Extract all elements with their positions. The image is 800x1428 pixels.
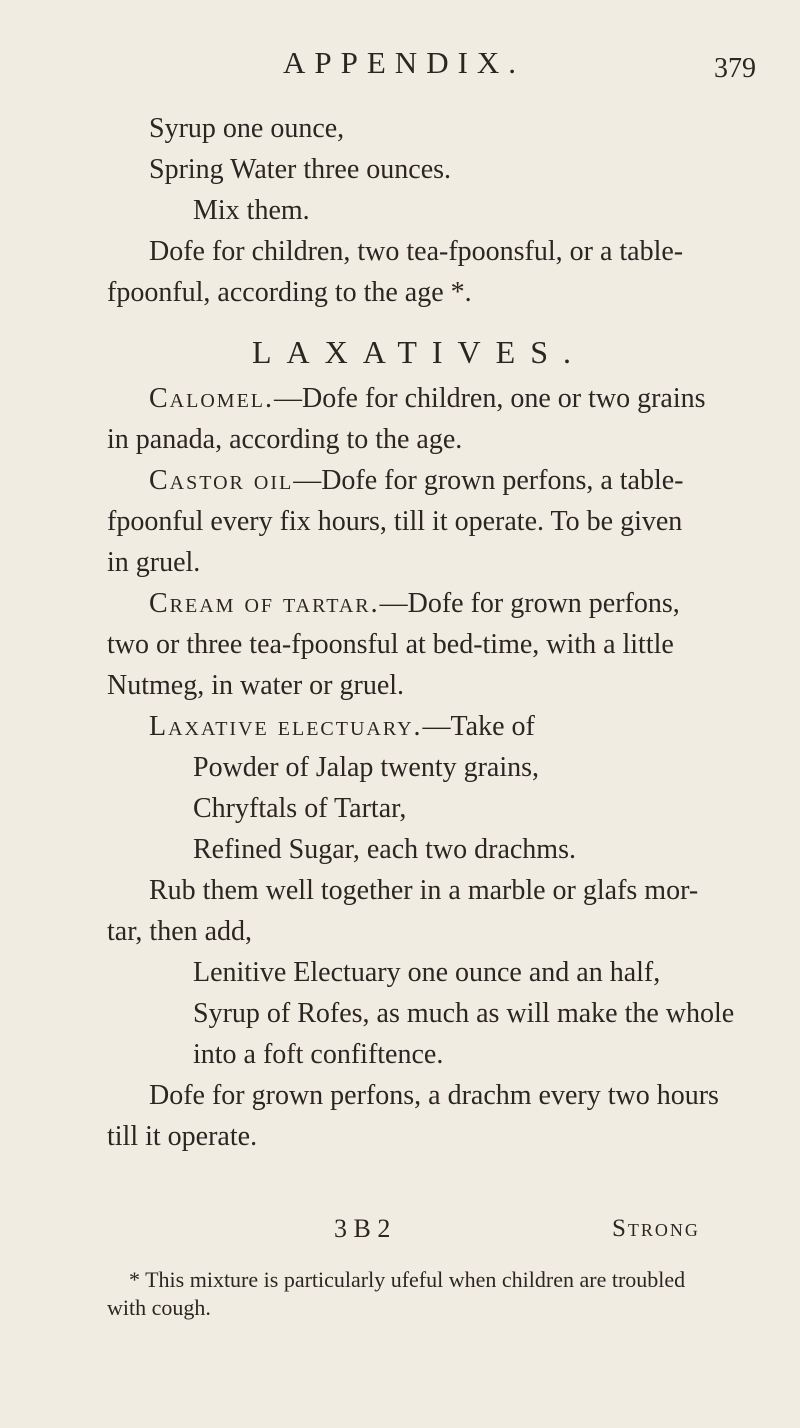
signature-mark: 3 B 2 — [334, 1214, 391, 1243]
entry-calomel: Calomel.—Dofe for children, one or two grains — [149, 383, 706, 414]
body-line: Syrup one ounce, — [149, 113, 345, 144]
footnote-line: with cough. — [107, 1295, 211, 1320]
section-title: LAXATIVES. — [252, 334, 586, 370]
body-line: Lenitive Electuary one ounce and an half, — [193, 957, 661, 988]
entry-heading: Calomel. — [149, 383, 274, 414]
body-line: two or three tea-fpoonsful at bed-time, with a little — [107, 629, 674, 660]
body-line: Chryftals of Tartar, — [193, 793, 407, 824]
catchword: Strong — [612, 1215, 700, 1242]
body-line: Mix them. — [193, 195, 310, 226]
body-line: fpoonful every fix hours, till it operate. To be given — [107, 506, 683, 537]
entry-cream-of-tartar: Cream of tartar.—Dofe for grown perfons, — [149, 588, 680, 619]
body-line: Syrup of Rofes, as much as will make the whole — [193, 998, 735, 1029]
body-line: tar, then add, — [107, 916, 253, 947]
body-line: Nutmeg, in water or gruel. — [107, 670, 405, 701]
body-line: Rub them well together in a marble or glafs mor- — [149, 875, 699, 906]
body-line: Dofe for grown perfons, a drachm every two hours — [149, 1080, 719, 1111]
entry-laxative-electuary: Laxative electuary.—Take of — [149, 711, 535, 742]
page-number: 379 — [714, 53, 756, 84]
body-line: Dofe for children, two tea-fpoonsful, or a table- — [149, 236, 684, 267]
body-line: Spring Water three ounces. — [149, 154, 452, 185]
body-line: Refined Sugar, each two drachms. — [193, 834, 576, 865]
body-line: till it operate. — [107, 1121, 258, 1152]
entry-heading: Cream of tartar. — [149, 588, 380, 619]
body-line: Powder of Jalap twenty grains, — [193, 752, 540, 783]
entry-castor-oil: Castor oil—Dofe for grown perfons, a table- — [149, 465, 684, 496]
entry-heading: Laxative electuary. — [149, 711, 423, 742]
body-line: in gruel. — [107, 547, 201, 578]
footnote-line: * This mixture is particularly ufeful when children are troubled — [129, 1267, 686, 1292]
body-line: into a foft confiftence. — [193, 1039, 444, 1070]
body-line: in panada, according to the age. — [107, 424, 463, 455]
body-line: fpoonful, according to the age *. — [107, 277, 472, 308]
running-head: APPENDIX. — [283, 45, 526, 80]
entry-heading: Castor oil — [149, 465, 294, 496]
